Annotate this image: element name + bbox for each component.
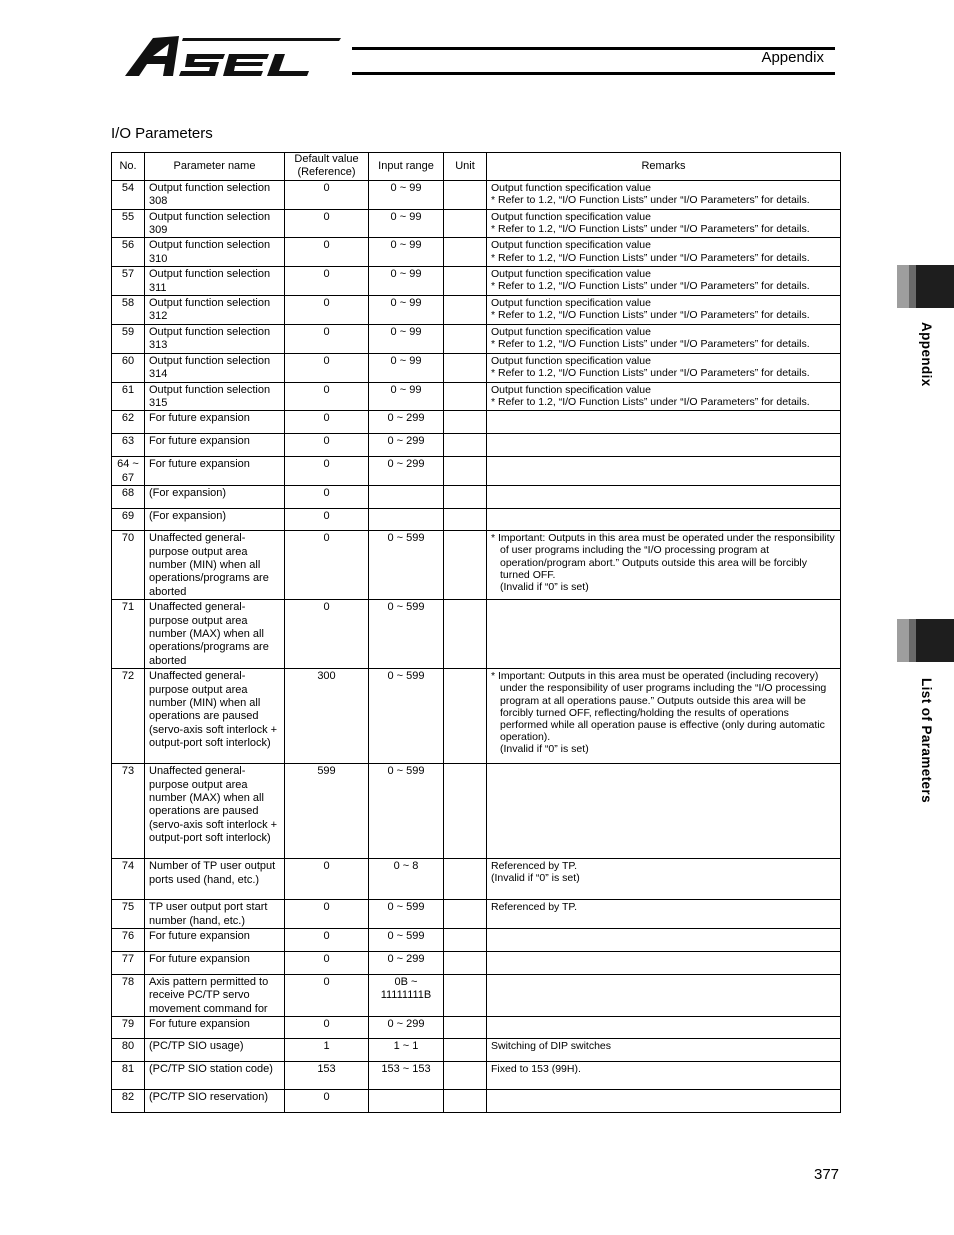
row-input-range: 0 ~ 599: [369, 900, 444, 929]
table-row: [112, 324, 841, 353]
table-row: [112, 238, 841, 267]
row-unit: [444, 600, 487, 669]
row-default-value: 0: [285, 209, 369, 238]
row-parameter-name: For future expansion: [145, 434, 285, 457]
remarks-line: Output function specification value: [491, 297, 651, 310]
row-parameter-name: (For expansion): [145, 486, 285, 509]
row-remarks: [487, 952, 841, 975]
row-remarks: [487, 411, 841, 434]
remarks-line: * Refer to 1.2, “I/O Function Lists” under “I/O Parameters” for details.: [491, 251, 810, 264]
remarks-line: Output function specification value: [491, 383, 651, 396]
row-input-range: 153 ~ 153: [369, 1062, 444, 1090]
table-row: [112, 764, 841, 859]
row-unit: [444, 764, 487, 859]
row-default-value: 1: [285, 1039, 369, 1062]
row-no: 81: [112, 1062, 145, 1090]
row-input-range: 0 ~ 99: [369, 180, 444, 209]
row-default-value: 0: [285, 238, 369, 267]
row-input-range: 0 ~ 299: [369, 952, 444, 975]
row-parameter-name: For future expansion: [145, 952, 285, 975]
side-tab-list-of-parameters: List of Parameters: [919, 678, 934, 803]
remarks-line: * Refer to 1.2, “I/O Function Lists” under “I/O Parameters” for details.: [491, 222, 810, 235]
row-remarks: [487, 267, 841, 296]
row-unit: [444, 267, 487, 296]
table-row: [112, 509, 841, 531]
row-no: 71: [112, 600, 145, 669]
page-number: 377: [814, 1166, 840, 1183]
row-input-range: 0 ~ 299: [369, 457, 444, 486]
remarks-line: Output function specification value: [491, 325, 651, 338]
row-no: 68: [112, 486, 145, 509]
row-default-value: 0: [285, 900, 369, 929]
row-input-range: 0 ~ 299: [369, 1017, 444, 1039]
table-row: [112, 353, 841, 382]
row-no: 63: [112, 434, 145, 457]
row-no: 64 ~ 67: [112, 457, 145, 486]
row-unit: [444, 324, 487, 353]
row-input-range: 0 ~ 99: [369, 382, 444, 411]
row-no: 76: [112, 929, 145, 952]
row-parameter-name: For future expansion: [145, 1017, 285, 1039]
row-default-value: 0: [285, 434, 369, 457]
row-remarks: [487, 296, 841, 325]
row-default-value: 0: [285, 486, 369, 509]
remarks-line: Output function specification value: [491, 239, 651, 252]
row-parameter-name: Output function selection 314: [145, 353, 285, 382]
table-row: [112, 900, 841, 929]
row-parameter-name: Output function selection 311: [145, 267, 285, 296]
row-no: 75: [112, 900, 145, 929]
row-parameter-name: Output function selection 310: [145, 238, 285, 267]
table-row: [112, 1039, 841, 1062]
row-unit: [444, 1039, 487, 1062]
table-row: [112, 859, 841, 900]
remarks-line: * Refer to 1.2, “I/O Function Lists” under “I/O Parameters” for details.: [491, 309, 810, 322]
row-input-range: 0 ~ 599: [369, 669, 444, 764]
row-input-range: 0 ~ 99: [369, 353, 444, 382]
row-unit: [444, 1017, 487, 1039]
row-remarks: [487, 531, 841, 600]
row-default-value: 0: [285, 382, 369, 411]
row-unit: [444, 1090, 487, 1113]
row-parameter-name: Unaffected general-purpose output area number (MAX) when all operations are paused (servo-axis soft interlock + output-port soft interlock): [145, 764, 285, 859]
row-parameter-name: TP user output port start number (hand, etc.): [145, 900, 285, 929]
row-default-value: 599: [285, 764, 369, 859]
table-row: [112, 669, 841, 764]
row-parameter-name: Output function selection 308: [145, 180, 285, 209]
remarks-line: * Refer to 1.2, “I/O Function Lists” under “I/O Parameters” for details.: [491, 395, 810, 408]
row-remarks: [487, 859, 841, 900]
row-no: 73: [112, 764, 145, 859]
row-input-range: [369, 486, 444, 509]
row-parameter-name: Output function selection 312: [145, 296, 285, 325]
row-parameter-name: For future expansion: [145, 411, 285, 434]
table-row: [112, 382, 841, 411]
table-row: [112, 600, 841, 669]
row-remarks: [487, 929, 841, 952]
table-row: [112, 486, 841, 509]
row-remarks: [487, 324, 841, 353]
col-header-default: Default value (Reference): [285, 153, 369, 181]
row-parameter-name: Output function selection 309: [145, 209, 285, 238]
row-parameter-name: (PC/TP SIO reservation): [145, 1090, 285, 1113]
remarks-line: Switching of DIP switches: [491, 1040, 612, 1053]
row-input-range: 0 ~ 99: [369, 324, 444, 353]
row-unit: [444, 486, 487, 509]
row-unit: [444, 209, 487, 238]
row-unit: [444, 975, 487, 1017]
table-row: [112, 434, 841, 457]
remarks-line: (Invalid if “0” is set): [500, 580, 589, 593]
row-input-range: 0 ~ 99: [369, 296, 444, 325]
io-parameters-table: [111, 152, 841, 1113]
row-no: 80: [112, 1039, 145, 1062]
col-header-no: No.: [112, 153, 145, 181]
row-no: 57: [112, 267, 145, 296]
row-no: 55: [112, 209, 145, 238]
table-row: [112, 929, 841, 952]
col-header-parameter-name: Parameter name: [145, 153, 285, 181]
row-input-range: 0 ~ 599: [369, 531, 444, 600]
row-remarks: [487, 1039, 841, 1062]
row-unit: [444, 952, 487, 975]
row-remarks: [487, 600, 841, 669]
row-remarks: [487, 180, 841, 209]
row-remarks: [487, 486, 841, 509]
table-header-row: [112, 153, 841, 181]
table-row: [112, 267, 841, 296]
row-remarks: [487, 382, 841, 411]
remarks-line: (Invalid if “0” is set): [491, 872, 580, 885]
row-unit: [444, 900, 487, 929]
remarks-line: Output function specification value: [491, 181, 651, 194]
row-input-range: 0 ~ 599: [369, 929, 444, 952]
remarks-line: * Refer to 1.2, “I/O Function Lists” under “I/O Parameters” for details.: [491, 338, 810, 351]
row-parameter-name: For future expansion: [145, 457, 285, 486]
row-default-value: 0: [285, 353, 369, 382]
row-no: 79: [112, 1017, 145, 1039]
row-default-value: 0: [285, 1090, 369, 1113]
row-unit: [444, 353, 487, 382]
row-remarks: [487, 209, 841, 238]
row-unit: [444, 509, 487, 531]
row-unit: [444, 411, 487, 434]
remarks-line: (Invalid if “0” is set): [500, 743, 589, 756]
row-no: 72: [112, 669, 145, 764]
remarks-line: Output function specification value: [491, 354, 651, 367]
remarks-line: Output function specification value: [491, 268, 651, 281]
row-remarks: [487, 238, 841, 267]
row-no: 56: [112, 238, 145, 267]
remarks-line: * Important: Outputs in this area must be operated (including recovery) under the responsibility of user programs including the “I/O processing program at all operations pause.” Outputs outside this area will be forcibly turned OFF, reflecting/holding the results of operations performed while all operation pause is effective (only during automatic operation).: [491, 670, 827, 744]
row-parameter-name: (PC/TP SIO usage): [145, 1039, 285, 1062]
remarks-line: Referenced by TP.: [491, 901, 577, 914]
row-no: 59: [112, 324, 145, 353]
row-no: 77: [112, 952, 145, 975]
row-input-range: 0 ~ 99: [369, 267, 444, 296]
row-no: 82: [112, 1090, 145, 1113]
row-input-range: 0 ~ 599: [369, 600, 444, 669]
row-unit: [444, 382, 487, 411]
row-remarks: [487, 434, 841, 457]
row-remarks: [487, 764, 841, 859]
row-no: 61: [112, 382, 145, 411]
row-default-value: 0: [285, 324, 369, 353]
row-input-range: [369, 509, 444, 531]
row-default-value: 0: [285, 600, 369, 669]
table-row: [112, 180, 841, 209]
row-default-value: 0: [285, 929, 369, 952]
table-row: [112, 411, 841, 434]
row-remarks: [487, 669, 841, 764]
parameters-tab-marker: [897, 619, 954, 662]
remarks-line: Fixed to 153 (99H).: [491, 1063, 581, 1076]
row-unit: [444, 929, 487, 952]
page-title: I/O Parameters: [111, 125, 213, 142]
asel-logo: [123, 32, 348, 80]
row-default-value: 0: [285, 859, 369, 900]
table-row: [112, 975, 841, 1017]
row-unit: [444, 238, 487, 267]
row-default-value: 0: [285, 975, 369, 1017]
row-default-value: 0: [285, 411, 369, 434]
row-default-value: 0: [285, 296, 369, 325]
row-input-range: 0 ~ 599: [369, 764, 444, 859]
row-default-value: 0: [285, 457, 369, 486]
remarks-line: * Important: Outputs in this area must be operated under the responsibility of user programs including the “I/O processing program at operation/program abort.” Outputs outside this area will be forcibly turned OFF.: [491, 532, 835, 581]
table-row: [112, 1062, 841, 1090]
row-no: 62: [112, 411, 145, 434]
row-remarks: [487, 1062, 841, 1090]
row-input-range: 0 ~ 99: [369, 238, 444, 267]
row-no: 78: [112, 975, 145, 1017]
row-unit: [444, 1062, 487, 1090]
row-unit: [444, 434, 487, 457]
row-default-value: 0: [285, 952, 369, 975]
row-no: 60: [112, 353, 145, 382]
row-input-range: 0 ~ 299: [369, 434, 444, 457]
remarks-line: * Refer to 1.2, “I/O Function Lists” under “I/O Parameters” for details.: [491, 280, 810, 293]
row-parameter-name: Unaffected general-purpose output area number (MIN) when all operations/programs are aborted: [145, 531, 285, 600]
remarks-line: * Refer to 1.2, “I/O Function Lists” under “I/O Parameters” for details.: [491, 194, 810, 207]
row-input-range: 0 ~ 299: [369, 411, 444, 434]
row-parameter-name: Axis pattern permitted to receive PC/TP servo movement command for: [145, 975, 285, 1017]
row-remarks: [487, 1017, 841, 1039]
row-input-range: [369, 1090, 444, 1113]
side-tab-appendix: Appendix: [919, 322, 934, 387]
row-default-value: 300: [285, 669, 369, 764]
row-unit: [444, 180, 487, 209]
row-remarks: [487, 509, 841, 531]
row-input-range: 0 ~ 8: [369, 859, 444, 900]
appendix-tab-marker: [897, 265, 954, 308]
table-row: [112, 457, 841, 486]
row-default-value: 153: [285, 1062, 369, 1090]
col-header-input-range: Input range: [369, 153, 444, 181]
row-parameter-name: For future expansion: [145, 929, 285, 952]
row-unit: [444, 859, 487, 900]
row-unit: [444, 669, 487, 764]
row-remarks: [487, 1090, 841, 1113]
row-remarks: [487, 353, 841, 382]
col-header-remarks: Remarks: [487, 153, 841, 181]
table-row: [112, 1090, 841, 1113]
remarks-line: Referenced by TP.: [491, 860, 577, 873]
remarks-line: * Refer to 1.2, “I/O Function Lists” under “I/O Parameters” for details.: [491, 366, 810, 379]
row-remarks: [487, 900, 841, 929]
row-parameter-name: Number of TP user output ports used (hand, etc.): [145, 859, 285, 900]
row-default-value: 0: [285, 1017, 369, 1039]
row-unit: [444, 296, 487, 325]
table-row: [112, 1017, 841, 1039]
row-remarks: [487, 457, 841, 486]
col-header-unit: Unit: [444, 153, 487, 181]
row-parameter-name: (For expansion): [145, 509, 285, 531]
row-default-value: 0: [285, 180, 369, 209]
row-parameter-name: (PC/TP SIO station code): [145, 1062, 285, 1090]
row-remarks: [487, 975, 841, 1017]
row-input-range: 0 ~ 99: [369, 209, 444, 238]
table-row: [112, 296, 841, 325]
row-unit: [444, 457, 487, 486]
row-default-value: 0: [285, 267, 369, 296]
row-default-value: 0: [285, 509, 369, 531]
row-input-range: 0B ~ 11111111B: [369, 975, 444, 1017]
table-row: [112, 952, 841, 975]
row-no: 54: [112, 180, 145, 209]
table-row: [112, 209, 841, 238]
remarks-line: Output function specification value: [491, 210, 651, 223]
header-section-label: Appendix: [761, 49, 824, 66]
row-no: 58: [112, 296, 145, 325]
row-parameter-name: Unaffected general-purpose output area number (MAX) when all operations/programs are aborted: [145, 600, 285, 669]
row-no: 74: [112, 859, 145, 900]
row-default-value: 0: [285, 531, 369, 600]
row-no: 70: [112, 531, 145, 600]
row-unit: [444, 531, 487, 600]
row-parameter-name: Output function selection 315: [145, 382, 285, 411]
table-row: [112, 531, 841, 600]
row-parameter-name: Unaffected general-purpose output area number (MIN) when all operations are paused (servo-axis soft interlock + output-port soft interlock): [145, 669, 285, 764]
row-input-range: 1 ~ 1: [369, 1039, 444, 1062]
row-no: 69: [112, 509, 145, 531]
row-parameter-name: Output function selection 313: [145, 324, 285, 353]
